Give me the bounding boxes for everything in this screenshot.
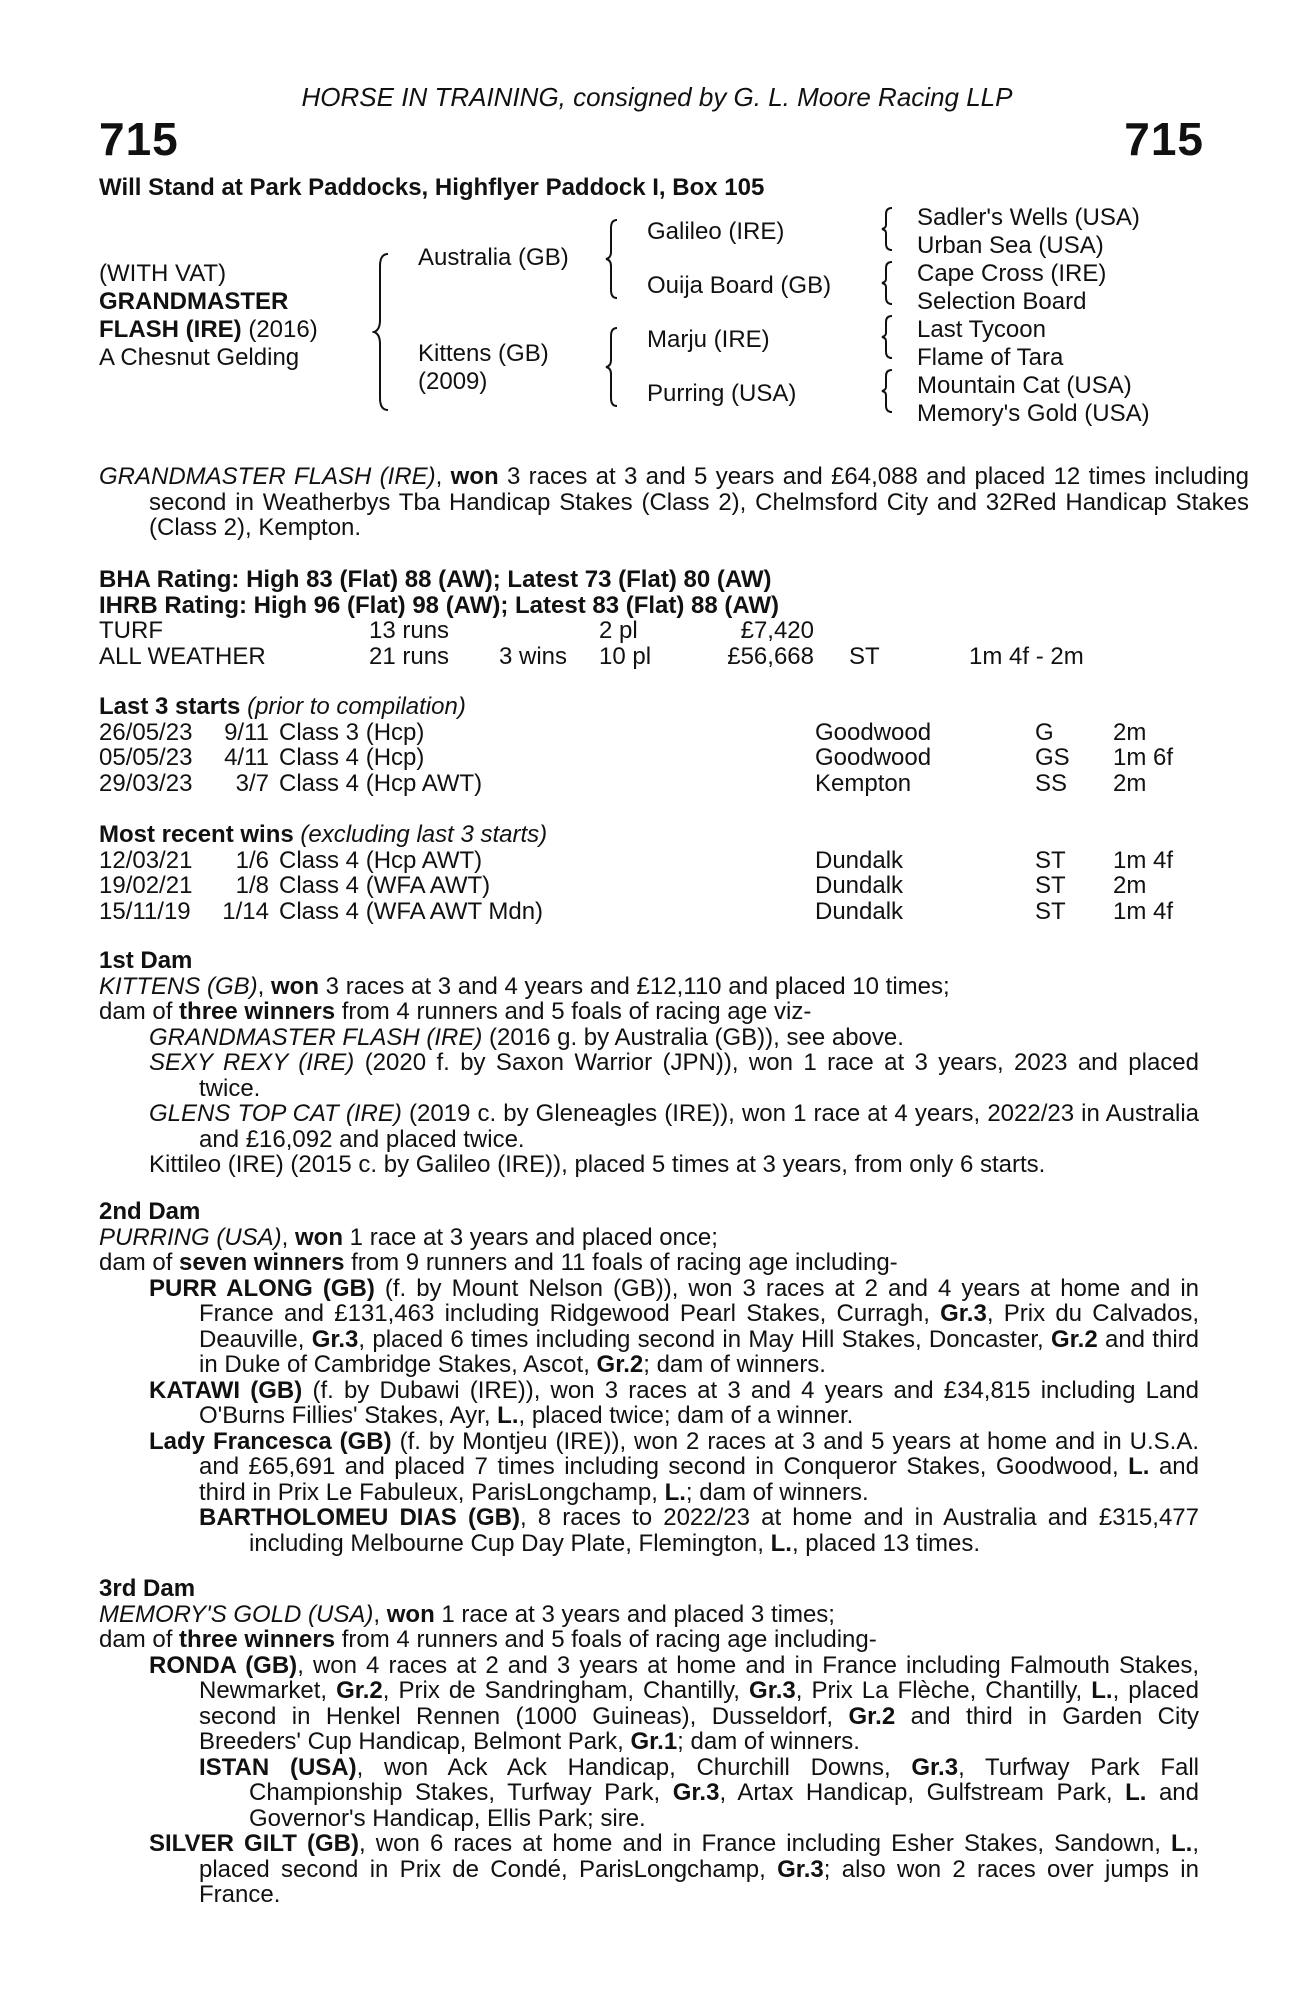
pedigree-brace-g3-1 bbox=[880, 206, 894, 252]
first-dam-produce-1: GRANDMASTER FLASH (IRE) (2016 g. by Australia (GB)), see above. bbox=[149, 1023, 904, 1051]
second-dam-produce-3: Lady Francesca (GB) (f. by Montjeu (IRE)), won 2 races at 3 and 5 years at home and in U.S.A. and £65,691 and placed 7 times including second in Conqueror Stakes, Goodwood, L. and third in Prix Le Fabuleux, ParisLongchamp, L.; dam of winners. bbox=[149, 1427, 1200, 1506]
third-dam-section bbox=[99, 1576, 1199, 1908]
pedigree-sire-dam: Ouija Board (GB) bbox=[647, 272, 832, 299]
third-dam-produce-1: RONDA (GB), won 4 races at 2 and 3 years at home and in France including Falmouth Stakes, Newmarket, Gr.2, Prix de Sandringham, Chantilly, Gr.3, Prix La Flèche, Chantilly, L., placed second in Henkel Rennen (1000 Guineas), Dusseldorf, Gr.2 and third in Garden City Breeders' Cup Handicap, Belmont Park, Gr.1; dam of winners. bbox=[149, 1651, 1200, 1755]
pedigree-brace-sire bbox=[604, 218, 620, 300]
ihrb-rating: IHRB Rating: High 96 (Flat) 98 (AW); Latest 83 (Flat) 88 (AW) bbox=[99, 591, 780, 619]
pedigree-brace-dam bbox=[604, 326, 620, 408]
third-dam-grandproduce-1: ISTAN (USA), won Ack Ack Handicap, Churchill Downs, Gr.3, Turfway Park Fall Championship Stakes, Turfway Park, Gr.3, Artax Handicap, Gulfstream Park, L. and Governor's Handicap, Ellis Park; sire. bbox=[199, 1753, 1200, 1832]
pedigree-brace-g3-2 bbox=[880, 260, 894, 306]
pedigree-brace-g3-3 bbox=[880, 314, 894, 360]
table-row: 26/05/23 9/11 Class 3 (Hcp) Goodwood G 2m bbox=[99, 718, 1147, 746]
race-summary: GRANDMASTER FLASH (IRE), won 3 races at 3 and 5 years and £64,088 and placed 12 times including second in Weatherbys Tba Handicap Stakes (Class 2), Chelmsford City and 32Red Handicap Stakes (Class 2), Kempton. bbox=[99, 463, 1249, 541]
table-row: 19/02/21 1/8 Class 4 (WFA AWT) Dundalk ST 2m bbox=[99, 872, 1147, 899]
second-dam-section bbox=[99, 1199, 1199, 1556]
stand-location: Will Stand at Park Paddocks, Highflyer Paddock I, Box 105 bbox=[99, 174, 765, 201]
second-dam-heading: 2nd Dam bbox=[99, 1198, 201, 1225]
first-dam-produce-summary: dam of three winners from 4 runners and 5 foals of racing age viz- bbox=[99, 998, 812, 1025]
race-record-table bbox=[99, 618, 1199, 669]
pedigree-gen3-8: Memory's Gold (USA) bbox=[917, 400, 1150, 427]
pedigree-dam-dam: Purring (USA) bbox=[647, 380, 797, 407]
table-row: 15/11/19 1/14 Class 4 (WFA AWT Mdn) Dundalk ST 1m 4f bbox=[99, 897, 1174, 925]
lot-number-right: 715 bbox=[1124, 113, 1204, 165]
pedigree-gen3-3: Cape Cross (IRE) bbox=[917, 260, 1107, 287]
horse-identity bbox=[99, 260, 318, 372]
first-dam-produce-4: Kittileo (IRE) (2015 c. by Galileo (IRE)), placed 5 times at 3 years, from only 6 starts. bbox=[149, 1151, 1046, 1178]
pedigree-sire: Australia (GB) bbox=[418, 244, 569, 271]
pedigree-sire-sire: Galileo (IRE) bbox=[647, 218, 785, 245]
second-dam-produce-2: KATAWI (GB) (f. by Dubawi (IRE)), won 3 races at 3 and 4 years and £34,815 including Land O'Burns Fillies' Stakes, Ayr, L., placed twice; dam of a winner. bbox=[149, 1376, 1199, 1429]
first-dam-produce-3: GLENS TOP CAT (IRE) (2019 c. by Gleneagles (IRE)), won 1 race at 4 years, 2022/23 in Australia and £16,092 and placed twice. bbox=[149, 1100, 1199, 1153]
table-row: 29/03/23 3/7 Class 4 (Hcp AWT) Kempton SS 2m bbox=[99, 769, 1147, 797]
pedigree-dam-year: (2009) bbox=[418, 368, 488, 395]
third-dam-heading: 3rd Dam bbox=[99, 1575, 196, 1602]
horse-name-line2: FLASH (IRE) bbox=[99, 316, 242, 343]
second-dam-produce-1: PURR ALONG (GB) (f. by Mount Nelson (GB)), won 3 races at 2 and 4 years at home and in France and £131,463 including Ridgewood Pearl Stakes, Curragh, Gr.3, Prix du Calvados, Deauville, Gr.3, placed 6 times including second in May Hill Stakes, Doncaster, Gr.2 and third in Duke of Cambridge Stakes, Ascot, Gr.2; dam of winners. bbox=[149, 1274, 1200, 1378]
ratings bbox=[99, 567, 1199, 618]
pedigree-gen3 bbox=[917, 204, 1150, 428]
second-dam-grandproduce-1: BARTHOLOMEU DIAS (GB), 8 races to 2022/23 at home and in Australia and £315,477 including Melbourne Cup Day Plate, Flemington, L., placed 13 times. bbox=[199, 1504, 1199, 1557]
most-recent-wins-heading: Most recent wins (excluding last 3 starts) bbox=[99, 821, 548, 848]
first-dam-heading: 1st Dam bbox=[99, 947, 193, 974]
first-dam-section bbox=[99, 948, 1199, 1178]
table-row: 12/03/21 1/6 Class 4 (Hcp AWT) Dundalk ST 1m 4f bbox=[99, 846, 1174, 874]
pedigree-brace-g3-4 bbox=[880, 368, 894, 414]
third-dam-produce-summary: dam of three winners from 4 runners and 5 foals of racing age including- bbox=[99, 1626, 877, 1653]
second-dam-produce-summary: dam of seven winners from 9 runners and 11 foals of racing age including- bbox=[99, 1249, 898, 1276]
table-row: ALL WEATHER 21 runs 3 wins 10 pl £56,668 ST 1m 4f - 2m bbox=[99, 642, 1084, 670]
bha-rating: BHA Rating: High 83 (Flat) 88 (AW); Latest 73 (Flat) 80 (AW) bbox=[99, 566, 772, 593]
horse-name-line1: GRANDMASTER bbox=[99, 288, 289, 315]
table-row: TURF 13 runs 2 pl £7,420 bbox=[99, 617, 814, 644]
table-row: 05/05/23 4/11 Class 4 (Hcp) Goodwood GS 1m 6f bbox=[99, 744, 1174, 771]
lot-number-left: 715 bbox=[99, 113, 179, 165]
pedigree-gen3-6: Flame of Tara bbox=[917, 344, 1064, 371]
pedigree-gen3-5: Last Tycoon bbox=[917, 316, 1046, 343]
most-recent-wins bbox=[99, 822, 1199, 924]
pedigree-gen3-7: Mountain Cat (USA) bbox=[917, 372, 1132, 399]
consignor-title: HORSE IN TRAINING, consigned by G. L. Moore Racing LLP bbox=[301, 82, 1013, 112]
horse-year: (2016) bbox=[241, 316, 318, 343]
last-3-starts-heading: Last 3 starts (prior to compilation) bbox=[99, 693, 466, 720]
vat-note: (WITH VAT) bbox=[99, 260, 227, 287]
pedigree-gen3-2: Urban Sea (USA) bbox=[917, 232, 1104, 259]
first-dam-produce-2: SEXY REXY (IRE) (2020 f. by Saxon Warrior (JPN)), won 1 race at 3 years, 2023 and placed twice. bbox=[149, 1049, 1199, 1102]
pedigree-gen3-1: Sadler's Wells (USA) bbox=[917, 204, 1140, 231]
first-dam-record: KITTENS (GB), won 3 races at 3 and 4 years and £12,110 and placed 10 times; bbox=[99, 972, 950, 1000]
third-dam-produce-2: SILVER GILT (GB), won 6 races at home and in France including Esher Stakes, Sandown, L., placed second in Prix de Condé, ParisLongchamp, Gr.3; also won 2 races over jumps in France. bbox=[149, 1830, 1199, 1908]
pedigree-dam: Kittens (GB) bbox=[418, 340, 549, 367]
second-dam-record: PURRING (USA), won 1 race at 3 years and placed once; bbox=[99, 1223, 718, 1251]
horse-description: A Chesnut Gelding bbox=[99, 344, 300, 371]
pedigree-dam-sire: Marju (IRE) bbox=[647, 326, 770, 353]
last-3-starts bbox=[99, 694, 1199, 796]
pedigree-brace-sire-dam bbox=[372, 252, 392, 412]
pedigree-gen3-4: Selection Board bbox=[917, 288, 1087, 315]
third-dam-record: MEMORY'S GOLD (USA), won 1 race at 3 years and placed 3 times; bbox=[99, 1600, 835, 1628]
